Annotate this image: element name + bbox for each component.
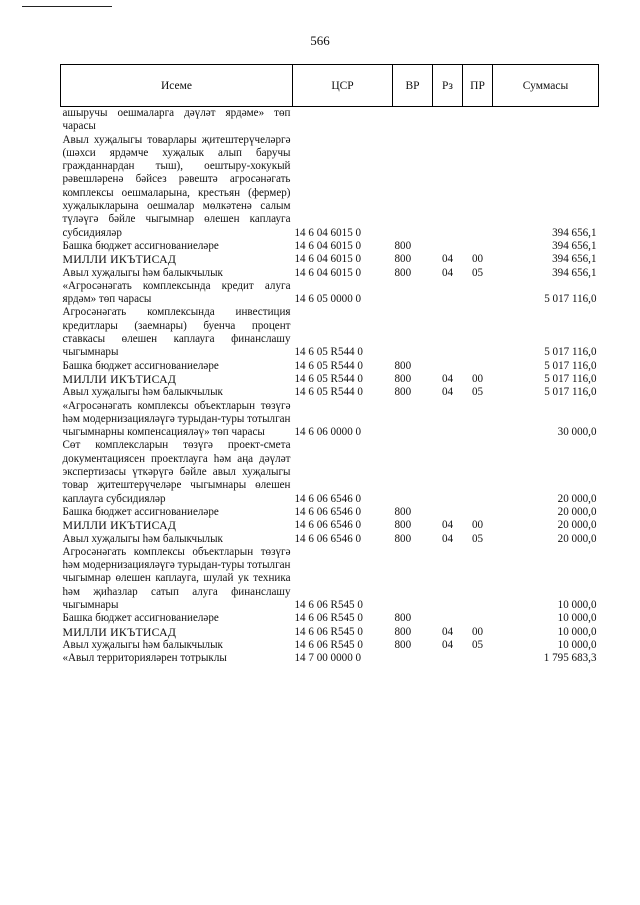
cell-pr xyxy=(463,134,493,240)
cell-vr xyxy=(393,306,433,359)
table-row xyxy=(61,639,599,652)
cell-name: Авыл хуҗалыгы һәм балыкчылык xyxy=(62,532,223,545)
cell-name: «Агросәнәгать комплексында кредит алуга ярдәм» төп чарасы xyxy=(62,279,291,306)
cell-csr: 14 6 04 6015 0 xyxy=(294,226,362,239)
cell-csr: 14 6 05 R544 0 xyxy=(294,386,363,399)
cell-csr: 14 6 06 R545 0 xyxy=(294,612,363,625)
cell-csr: 14 6 06 R545 0 xyxy=(294,598,363,611)
cell-sum: 20 000,0 xyxy=(557,519,597,532)
cell-csr xyxy=(293,107,393,134)
cell-csr: 14 6 06 6546 0 xyxy=(294,532,362,545)
cell-name: Агросәнәгать комплексы объектларын төзүгә һәм модернизацияләүгә турыдан-туры тотылган чыгымнар өлешен каплауга, шулай ук техника һәм җиһазлар сатып алуга финанслашу чыгымнары xyxy=(62,545,291,611)
cell-rz xyxy=(433,240,463,253)
cell-pr xyxy=(463,306,493,359)
cell-vr: 800 xyxy=(394,372,412,385)
column-header-sum: Суммасы xyxy=(493,65,599,107)
table-row xyxy=(61,533,599,546)
table-row xyxy=(61,519,599,532)
cell-sum: 394 656,1 xyxy=(552,239,597,252)
cell-vr: 800 xyxy=(394,519,412,532)
cell-rz: 04 xyxy=(441,372,454,385)
table-row xyxy=(61,267,599,280)
cell-csr: 14 6 06 R545 0 xyxy=(294,638,363,651)
table-row xyxy=(61,134,599,240)
cell-rz: 04 xyxy=(441,386,454,399)
table-row xyxy=(61,612,599,625)
cell-rz xyxy=(433,652,463,665)
cell-name: Авыл хуҗалыгы һәм балыкчылык xyxy=(62,638,223,651)
cell-csr: 14 6 04 6015 0 xyxy=(294,253,362,266)
cell-name: МИЛЛИ ИКЪТИСАД xyxy=(62,624,177,639)
cell-vr: 800 xyxy=(394,253,412,266)
cell-pr: 00 xyxy=(471,625,484,638)
cell-name: МИЛЛИ ИКЪТИСАД xyxy=(62,252,177,267)
cell-name: МИЛЛИ ИКЪТИСАД xyxy=(62,518,177,533)
top-rule xyxy=(22,6,112,7)
cell-name: Авыл хуҗалыгы һәм балыкчылык xyxy=(62,266,223,279)
cell-rz xyxy=(433,546,463,612)
cell-vr: 800 xyxy=(394,386,412,399)
table-row xyxy=(61,373,599,386)
cell-rz xyxy=(433,612,463,625)
table-row xyxy=(61,360,599,373)
cell-rz: 04 xyxy=(441,625,454,638)
cell-csr: 14 6 06 0000 0 xyxy=(294,426,362,439)
table-body xyxy=(61,107,599,666)
cell-sum: 1 795 683,3 xyxy=(543,652,597,665)
cell-rz: 04 xyxy=(441,638,454,651)
cell-vr: 800 xyxy=(394,266,412,279)
cell-sum: 10 000,0 xyxy=(557,625,597,638)
cell-sum: 394 656,1 xyxy=(552,266,597,279)
cell-pr: 05 xyxy=(471,532,484,545)
cell-vr: 800 xyxy=(394,505,412,518)
table-row xyxy=(61,240,599,253)
cell-sum: 30 000,0 xyxy=(557,426,597,439)
cell-csr: 14 6 04 6015 0 xyxy=(294,239,362,252)
cell-name: Башка бюджет ассигнованиеләре xyxy=(62,239,219,252)
cell-sum: 5 017 116,0 xyxy=(544,372,597,385)
cell-pr: 00 xyxy=(471,253,484,266)
cell-pr: 05 xyxy=(471,266,484,279)
cell-sum: 394 656,1 xyxy=(552,226,597,239)
cell-pr xyxy=(463,107,493,134)
cell-vr xyxy=(393,107,433,134)
table-row xyxy=(61,253,599,266)
cell-name: МИЛЛИ ИКЪТИСАД xyxy=(62,371,177,386)
cell-rz xyxy=(433,360,463,373)
cell-csr: 14 6 05 R544 0 xyxy=(294,372,363,385)
cell-rz: 04 xyxy=(441,532,454,545)
cell-rz xyxy=(433,306,463,359)
cell-name: Башка бюджет ассигнованиеләре xyxy=(62,505,219,518)
cell-rz xyxy=(433,107,463,134)
table-row xyxy=(61,280,599,307)
column-header-rz: Рз xyxy=(433,65,463,107)
table-row xyxy=(61,306,599,359)
cell-rz xyxy=(433,134,463,240)
cell-pr xyxy=(463,240,493,253)
cell-vr xyxy=(393,280,433,307)
cell-sum: 5 017 116,0 xyxy=(544,386,597,399)
cell-sum: 20 000,0 xyxy=(557,492,597,505)
cell-csr: 14 6 06 6546 0 xyxy=(294,492,362,505)
cell-sum: 394 656,1 xyxy=(552,253,597,266)
cell-rz xyxy=(433,280,463,307)
cell-vr: 800 xyxy=(394,625,412,638)
cell-csr: 14 6 06 R545 0 xyxy=(294,625,363,638)
table-row xyxy=(61,506,599,519)
cell-vr xyxy=(393,546,433,612)
cell-name: Сөт комплексларын төзүгә проект-смета документациясен проектлауга һәм аңа дәүләт экспертизасы үткәрүгә бәйле авыл хуҗалыгы товар җитештерүчеләре чыгымнары өлешен каплауга субсидияләр xyxy=(62,439,291,505)
page-number: 566 xyxy=(310,33,330,48)
table-row xyxy=(61,386,599,399)
cell-csr: 14 6 04 6015 0 xyxy=(294,266,362,279)
budget-table xyxy=(60,64,599,665)
cell-sum: 20 000,0 xyxy=(557,505,597,518)
cell-name: «Агросәнәгать комплексы объектларын төзүгә һәм модернизацияләүгә турыдан-туры тотылган чыгымнарны компенсацияләү» төп чарасы xyxy=(62,399,291,439)
table-row xyxy=(61,107,599,134)
cell-csr: 14 7 00 0000 0 xyxy=(294,652,362,665)
cell-pr xyxy=(463,400,493,440)
column-header-csr: ЦСР xyxy=(293,65,393,107)
table-header-row xyxy=(61,65,599,107)
cell-vr: 800 xyxy=(394,239,412,252)
cell-vr xyxy=(393,134,433,240)
cell-sum: 5 017 116,0 xyxy=(544,293,597,306)
cell-name: ашыручы оешмаларга дәүләт ярдәме» төп чарасы xyxy=(62,107,291,133)
cell-pr xyxy=(463,546,493,612)
cell-name: «Авыл территорияләрен тотрыклы xyxy=(62,652,227,665)
column-header-vr: ВР xyxy=(393,65,433,107)
cell-rz xyxy=(433,506,463,519)
cell-csr: 14 6 05 R544 0 xyxy=(294,346,363,359)
cell-sum: 10 000,0 xyxy=(557,598,597,611)
cell-rz: 04 xyxy=(441,519,454,532)
cell-rz: 04 xyxy=(441,253,454,266)
table-row xyxy=(61,439,599,505)
cell-name: Авыл хуҗалыгы һәм балыкчылык xyxy=(62,386,223,399)
cell-rz xyxy=(433,439,463,505)
table-row xyxy=(61,652,599,665)
cell-rz: 04 xyxy=(441,266,454,279)
cell-pr xyxy=(463,280,493,307)
cell-vr xyxy=(393,652,433,665)
table-row xyxy=(61,400,599,440)
cell-csr: 14 6 06 6546 0 xyxy=(294,505,362,518)
cell-csr: 14 6 06 6546 0 xyxy=(294,519,362,532)
cell-sum: 20 000,0 xyxy=(557,532,597,545)
cell-sum: 10 000,0 xyxy=(557,612,597,625)
column-header-pr: ПР xyxy=(463,65,493,107)
cell-vr: 800 xyxy=(394,612,412,625)
column-header-name: Исеме xyxy=(61,65,293,107)
cell-pr: 00 xyxy=(471,372,484,385)
cell-csr: 14 6 05 0000 0 xyxy=(294,293,362,306)
cell-vr xyxy=(393,400,433,440)
cell-sum: 10 000,0 xyxy=(557,638,597,651)
cell-rz xyxy=(433,400,463,440)
cell-pr xyxy=(463,439,493,505)
cell-name: Авыл хуҗалыгы товарлары җитештерүчеләргә (шәхси ярдәмче хуҗалык алып баручы гражданнардан тыш), оештыру-хокукый рәвешләренә бәйсез рәвештә агросәнәгать комплексы оешмаларына, крестьян (фермер) хуҗалыкларына оешмалар мөлкәтенә салым түләүгә бәйле чыгымнар өлешен каплауга субсидияләр xyxy=(62,133,291,239)
cell-pr xyxy=(463,612,493,625)
cell-pr: 00 xyxy=(471,519,484,532)
cell-vr: 800 xyxy=(394,359,412,372)
cell-sum: 5 017 116,0 xyxy=(544,359,597,372)
cell-vr: 800 xyxy=(394,532,412,545)
cell-sum xyxy=(493,107,599,134)
cell-pr xyxy=(463,506,493,519)
cell-pr xyxy=(463,652,493,665)
table-row xyxy=(61,626,599,639)
cell-name: Башка бюджет ассигнованиеләре xyxy=(62,612,219,625)
cell-vr: 800 xyxy=(394,638,412,651)
cell-vr xyxy=(393,439,433,505)
cell-name: Агросәнәгать комплексында инвестиция кредитлары (заемнары) буенча процент ставкасы өлешен каплауга финанслашу чыгымнары xyxy=(62,306,291,359)
cell-pr: 05 xyxy=(471,386,484,399)
table-row xyxy=(61,546,599,612)
cell-csr: 14 6 05 R544 0 xyxy=(294,359,363,372)
cell-name: Башка бюджет ассигнованиеләре xyxy=(62,359,219,372)
cell-pr: 05 xyxy=(471,638,484,651)
cell-pr xyxy=(463,360,493,373)
cell-sum: 5 017 116,0 xyxy=(544,346,597,359)
